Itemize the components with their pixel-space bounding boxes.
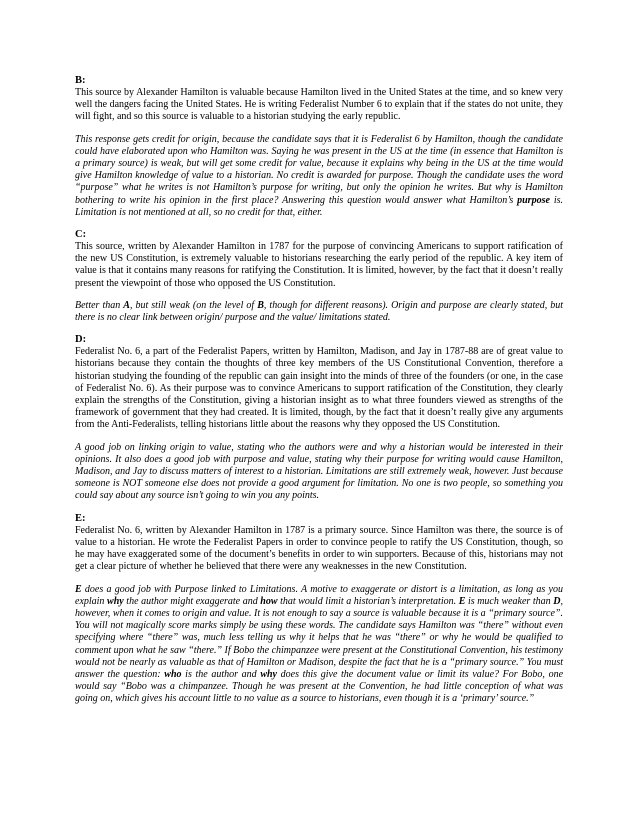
- candidate-response: This source, written by Alexander Hamilton in 1787 for the purpose of convincing Americans to support ratification of the new US Constitution, is extremely valuable to historians researching the early period of the republic. A key item of value is that it contains many reasons for ratifying the Constitution. It is limited, however, by the fact that it doesn’t really present the viewpoint of those who opposed the US Constitution.: [75, 241, 563, 289]
- section-label: B:: [75, 75, 86, 86]
- section-label: C:: [75, 229, 87, 241]
- section-d: [75, 334, 563, 502]
- candidate-response: This source by Alexander Hamilton is valuable because Hamilton lived in the United States at the time, and so knew very well the dangers facing the United States. He is writing Federalist Number 6 to explain that if the states do not unite, they will fight, and so this source is valuable to a historian studying the early republic.: [75, 87, 563, 123]
- candidate-response: Federalist No. 6, written by Alexander Hamilton in 1787 is a primary source. Since Hamilton was there, the source is of value to a historian. He wrote the Federalist Papers in order to convince people to ratify the US Constitution, though, so he may have exaggerated some of the document’s benefits in order to win supporters. Because of this, historians may not get a clear picture of whether he believed that there were any weaknesses in the new Constitution.: [75, 524, 563, 573]
- section-e: [75, 513, 563, 706]
- section-c: [75, 229, 563, 324]
- section-b: [75, 75, 563, 219]
- section-label: E:: [75, 512, 86, 524]
- examiner-comment: Better than A, but still weak (on the level of B, though for different reasons). Origin and purpose are clearly stated, but there is no clear link between origin/ purpose and the value/ limitations stated.: [75, 299, 564, 324]
- examiner-comment: This response gets credit for origin, because the candidate says that it is Federalist 6 by Hamilton, though the candidate could have elaborated upon who Hamilton was. Saying he was present in the US at the time (in essence that Hamilton is a primary source) is weak, but will get some credit for value, because it explains why being in the US at the time would give Hamilton knowledge of value to a historian. No credit is awarded for purpose. Though the candidate uses the word “purpose” what he writes is not Hamilton’s purpose for writing, but only the opinion he writes. But why is Hamilton bothering to write his opinion in the first place? Answering this question would answer what Hamilton’s purpose is. Limitation is not mentioned at all, so no credit for that, either.: [75, 133, 563, 218]
- examiner-comment: E does a good job with Purpose linked to Limitations. A motive to exaggerate or distort is a limitation, as long as you explain why the author might exaggerate and how that would limit a historian’s interpretation. E is much weaker than D, however, when it comes to origin and value. It is not enough to say a source is valuable because it is a “primary source”. You will not magically score marks simply be using these words. The candidate says Hamilton was “there” without even specifying where “there” was, much less telling us why it helps that he was “there” or why he would be qualified to comment upon what he saw “there.” If Bobo the chimpanzee were present at the Constitutional Convention, his testimony would not be nearly as valuable as that of Hamilton or Madison, despite the fact that he is a “primary source.” You must answer the question: who is the author and why does this give the document value or limit its value? For Bobo, one would say “Bobo was a chimpanzee. Though he was present at the Convention, he had little conception of what was going on, which gives his account little to no value as a source to historians, even though it is a ‘primary’ source.”: [75, 583, 564, 705]
- section-label: D:: [75, 334, 87, 346]
- examiner-comment: A good job on linking origin to value, stating who the authors were and why a historian would be interested in their opinions. It also does a good job with purpose and value, stating why their purpose for writing would cause Hamilton, Madison, and Jay to discuss matters of interest to a historian. Limitations are still extremely weak, however. Just because someone is NOT someone else does not provide a good argument for limitation. No one is two people, so something you could say about any source isn’t going to win you any points.: [75, 441, 563, 502]
- candidate-response: Federalist No. 6, a part of the Federalist Papers, written by Hamilton, Madison, and Jay in 1787-88 are of great value to historians because they contain the thoughts of three key members of the US Constitutional Convention, therefore a historian studying the founding of the republic can gain insight into the minds of three of the founders (or one, in the case of Federalist No. 6). As their purpose was to convince Americans to support ratification of the Constitution, they clearly explain the strengths of the Constitution, giving a historian insight as to what three founders viewed as strengths of the framework of government that they had created. It is limited, though, by the fact that it doesn’t really give any arguments from the Anti-Federalists, telling historians little about the reasons why they opposed the US Constitution.: [75, 346, 563, 431]
